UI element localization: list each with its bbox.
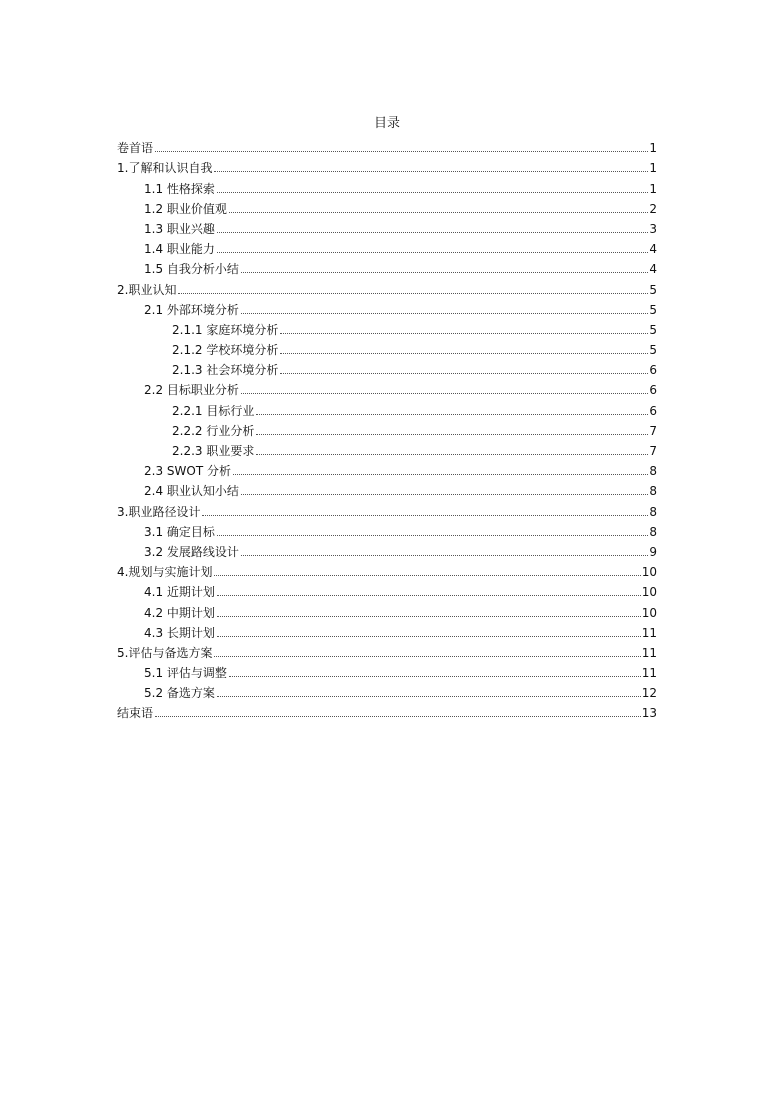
toc-entry-label: 2.1.1 家庭环境分析 — [172, 322, 279, 337]
toc-dot-leader — [280, 373, 648, 374]
toc-entry-page-number: 8 — [649, 464, 657, 479]
toc-entry-label: 2.2.3 职业要求 — [172, 444, 255, 458]
toc-entry-page-number: 1 — [649, 181, 657, 196]
toc-dot-leader — [217, 252, 648, 253]
toc-entry-page-number: 1 — [649, 141, 657, 156]
toc-entry[interactable] — [117, 640, 657, 660]
toc-dot-leader — [217, 595, 641, 596]
toc-entry[interactable] — [117, 599, 657, 619]
toc-entry-label: 2.1.3 社会环境分析 — [172, 363, 279, 378]
toc-entry[interactable] — [117, 579, 657, 599]
toc-entry-label: 2.职业认知 — [117, 282, 177, 297]
toc-entry[interactable] — [117, 680, 657, 700]
toc-dot-leader — [241, 313, 648, 314]
toc-entry[interactable] — [117, 458, 657, 478]
toc-entry-label: 3.1 确定目标 — [144, 524, 215, 539]
toc-dot-leader — [241, 555, 648, 556]
toc-dot-leader — [256, 454, 648, 455]
toc-entry-label: 1.5 自我分析小结 — [144, 262, 239, 277]
toc-entry[interactable] — [117, 297, 657, 317]
toc-entry-label: 5.2 备选方案 — [144, 686, 215, 701]
toc-dot-leader — [233, 474, 648, 475]
toc-dot-leader — [155, 151, 648, 152]
toc-entry-label: 1.3 职业兴趣 — [144, 221, 215, 236]
toc-entry[interactable] — [117, 478, 657, 498]
toc-entry-page-number: 5 — [649, 302, 657, 317]
toc-entry-label: 2.4 职业认知小结 — [144, 484, 239, 499]
toc-entry[interactable] — [117, 196, 657, 216]
toc-entry-label: 2.2.1 目标行业 — [172, 403, 255, 418]
toc-dot-leader — [256, 414, 648, 415]
toc-entry-page-number: 4 — [649, 262, 657, 277]
toc-entry-label: 4.3 长期计划 — [144, 625, 215, 640]
toc-entry[interactable] — [117, 256, 657, 276]
toc-entry-page-number: 6 — [649, 363, 657, 378]
toc-entry[interactable] — [117, 337, 657, 357]
toc-list — [117, 135, 657, 720]
toc-entry[interactable] — [117, 620, 657, 640]
toc-entry-label: 5.1 评估与调整 — [144, 666, 227, 681]
toc-dot-leader — [202, 515, 648, 516]
toc-entry[interactable] — [117, 317, 657, 337]
toc-entry-page-number: 11 — [641, 625, 657, 640]
toc-entry-page-number: 10 — [641, 605, 657, 620]
toc-dot-leader — [217, 636, 641, 637]
toc-entry-label: 1.4 职业能力 — [144, 242, 215, 257]
toc-dot-leader — [280, 353, 648, 354]
toc-dot-leader — [217, 616, 641, 617]
toc-entry-page-number: 4 — [649, 242, 657, 257]
toc-entry-page-number: 11 — [641, 645, 657, 660]
toc-entry[interactable] — [117, 276, 657, 296]
toc-entry[interactable] — [117, 357, 657, 377]
toc-entry[interactable] — [117, 377, 657, 397]
toc-entry-page-number: 13 — [641, 706, 657, 721]
toc-entry[interactable] — [117, 155, 657, 175]
toc-entry-page-number: 9 — [649, 544, 657, 559]
toc-entry-page-number: 6 — [649, 403, 657, 418]
toc-entry-page-number: 5 — [649, 282, 657, 297]
toc-entry-page-number: 5 — [649, 322, 657, 337]
toc-entry-label: 卷首语 — [117, 141, 154, 156]
toc-entry[interactable] — [117, 135, 657, 155]
toc-dot-leader — [229, 676, 641, 677]
toc-entry[interactable] — [117, 397, 657, 417]
toc-entry-page-number: 3 — [649, 221, 657, 236]
toc-entry-label: 2.2.2 行业分析 — [172, 423, 255, 438]
toc-entry-label: 2.1.2 学校环境分析 — [172, 343, 279, 358]
toc-entry[interactable] — [117, 438, 657, 458]
toc-entry[interactable] — [117, 700, 657, 720]
toc-entry-page-number: 8 — [649, 504, 657, 519]
toc-dot-leader — [229, 212, 648, 213]
toc-entry-page-number: 6 — [649, 383, 657, 398]
toc-dot-leader — [217, 192, 648, 193]
toc-entry-label: 3.职业路径设计 — [117, 504, 201, 519]
toc-title: 目录 — [373, 116, 400, 131]
toc-dot-leader — [178, 293, 648, 294]
toc-entry-page-number: 7 — [649, 423, 657, 438]
toc-dot-leader — [214, 656, 640, 657]
toc-dot-leader — [241, 393, 648, 394]
toc-entry-label: 2.3 SWOT 分析 — [144, 464, 231, 479]
toc-entry[interactable] — [117, 216, 657, 236]
toc-entry-label: 4.1 近期计划 — [144, 585, 215, 600]
toc-entry[interactable] — [117, 660, 657, 680]
toc-entry-page-number: 5 — [649, 343, 657, 358]
toc-entry[interactable] — [117, 539, 657, 559]
toc-entry-page-number: 8 — [649, 484, 657, 499]
toc-entry-page-number: 1 — [649, 161, 657, 176]
toc-entry[interactable] — [117, 418, 657, 438]
toc-entry[interactable] — [117, 236, 657, 256]
toc-dot-leader — [214, 171, 648, 172]
toc-dot-leader — [241, 272, 648, 273]
toc-dot-leader — [256, 434, 648, 435]
toc-entry-label: 1.1 性格探索 — [144, 181, 215, 196]
toc-entry-label: 2.1 外部环境分析 — [144, 302, 239, 317]
toc-entry-label: 1.了解和认识自我 — [117, 161, 213, 176]
toc-entry-label: 4.2 中期计划 — [144, 605, 215, 620]
toc-dot-leader — [280, 333, 648, 334]
toc-entry[interactable] — [117, 519, 657, 539]
toc-entry-page-number: 2 — [649, 201, 657, 216]
toc-entry-label: 3.2 发展路线设计 — [144, 544, 239, 559]
toc-entry-page-number: 8 — [649, 524, 657, 539]
toc-entry-label: 5.评估与备选方案 — [117, 645, 213, 660]
toc-entry-page-number: 10 — [641, 565, 657, 580]
toc-entry-page-number: 10 — [641, 585, 657, 600]
toc-dot-leader — [241, 494, 648, 495]
toc-entry-page-number: 7 — [649, 444, 657, 458]
toc-dot-leader — [214, 575, 640, 576]
toc-entry-page-number: 11 — [641, 666, 657, 681]
toc-entry[interactable] — [117, 498, 657, 518]
toc-entry-label: 结束语 — [117, 706, 154, 721]
toc-entry[interactable] — [117, 175, 657, 195]
toc-entry-label: 2.2 目标职业分析 — [144, 383, 239, 398]
toc-entry-label: 4.规划与实施计划 — [117, 565, 213, 580]
toc-entry-label: 1.2 职业价值观 — [144, 201, 227, 216]
toc-entry[interactable] — [117, 559, 657, 579]
toc-dot-leader — [155, 716, 641, 717]
toc-entry-page-number: 12 — [641, 686, 657, 701]
toc-dot-leader — [217, 696, 641, 697]
toc-dot-leader — [217, 535, 648, 536]
toc-dot-leader — [217, 232, 648, 233]
